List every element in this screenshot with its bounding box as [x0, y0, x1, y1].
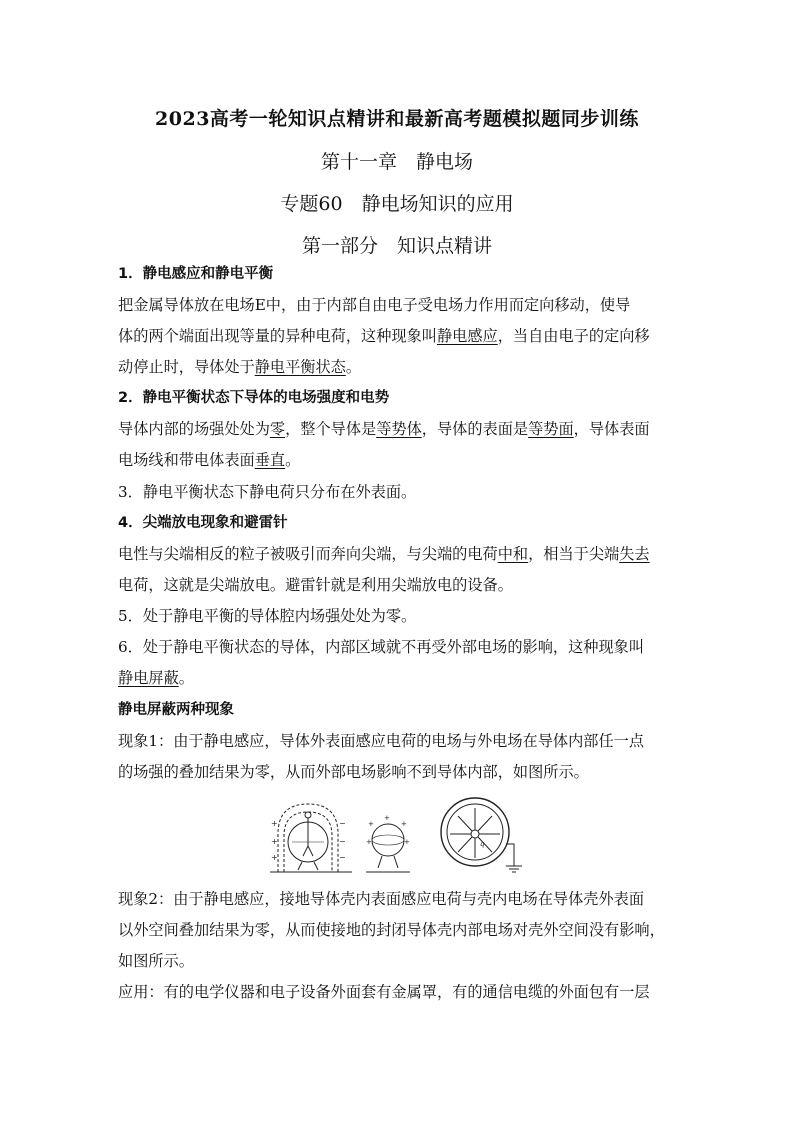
- phenomenon-2-line-2: 以外空间叠加结果为零，从而使接地的封闭导体壳内部电场对壳外空间没有影响，: [118, 921, 665, 939]
- term-electrostatic-induction: 静电感应: [436, 327, 498, 345]
- svg-text:−: −: [339, 819, 346, 828]
- svg-text:−: −: [339, 853, 346, 862]
- section-6-line-1: 6．处于静电平衡状态的导体，内部区域就不再受外部电场的影响，这种现象叫: [118, 638, 645, 656]
- section-4-line-2: 电荷，这就是尖端放电。避雷针就是利用尖端放电的设备。: [118, 576, 513, 594]
- charged-sphere-diagram: [366, 824, 410, 872]
- charge-label: q: [480, 840, 485, 848]
- svg-text:−: −: [339, 837, 346, 846]
- section-6-line-2: [118, 667, 194, 689]
- term-lose: 失去: [619, 545, 650, 563]
- text: 动停止时，导体处于: [118, 358, 255, 376]
- chapter-title: 第十一章 静电场: [320, 151, 473, 173]
- svg-text:+: +: [368, 820, 374, 828]
- application-line: 应用：有的电学仪器和电子设备外面套有金属罩，有的通信电缆的外面包有一层: [118, 983, 650, 1001]
- text: 。: [178, 669, 194, 687]
- term-equipotential-surface: 等势面: [528, 420, 574, 438]
- svg-text:+: +: [404, 838, 410, 846]
- phenomenon-1-line-2: 的场强的叠加结果为零，从而外部电场影响不到导体内部，如图所示。: [118, 763, 589, 781]
- section-2-title: 2．静电平衡状态下导体的电场强度和电势: [118, 390, 390, 406]
- text: 电性与尖端相反的粒子被吸引而奔向尖端，与尖端的电荷: [118, 545, 498, 563]
- section-4-title: 4．尖端放电现象和避雷针: [118, 515, 288, 531]
- section-1-line-2: [118, 325, 650, 347]
- text: 。: [345, 358, 361, 376]
- shielding-title: 静电屏蔽两种现象: [118, 702, 234, 718]
- svg-text:+: +: [271, 837, 278, 846]
- svg-text:+: +: [384, 814, 390, 822]
- text: 电场线和带电体表面: [118, 451, 255, 469]
- text: ，当自由电子的定向移: [497, 327, 650, 345]
- section-5-line: 5．处于静电平衡的导体腔内场强处处为零。: [118, 607, 417, 625]
- text: ，导体表面: [573, 420, 650, 438]
- term-electrostatic-equilibrium: 静电平衡状态: [254, 358, 346, 376]
- shielding-figure: [270, 796, 530, 874]
- section-2-line-1: [118, 418, 650, 440]
- text: ，相当于尖端: [528, 545, 620, 563]
- text: 体的两个端面出现等量的异种电荷，这种现象叫: [118, 327, 437, 345]
- grounded-shell-diagram: [441, 798, 522, 872]
- section-1-title: 1．静电感应和静电平衡: [118, 266, 274, 282]
- term-equipotential-body: 等势体: [376, 420, 422, 438]
- section-1-line-1: 把金属导体放在电场E中，由于内部自由电子受电场力作用而定向移动，使导: [118, 296, 631, 314]
- topic-title: 专题60 静电场知识的应用: [280, 193, 514, 215]
- section-3-line: 3．静电平衡状态下静电荷只分布在外表面。: [118, 483, 417, 501]
- term-neutralize: 中和: [497, 545, 529, 563]
- phenomenon-1-line-1: 现象1：由于静电感应，导体外表面感应电荷的电场与外电场在导体内部任一点: [118, 732, 645, 750]
- svg-text:+: +: [366, 838, 372, 846]
- text: ，整个导体是: [285, 420, 377, 438]
- text: 。: [285, 451, 301, 469]
- section-4-line-1: [118, 543, 650, 565]
- svg-text:+: +: [401, 820, 407, 828]
- term-electrostatic-shielding: 静电屏蔽: [118, 669, 179, 687]
- section-2-line-2: [118, 449, 300, 471]
- text: 导体内部的场强处处为: [118, 420, 270, 438]
- part-title: 第一部分 知识点精讲: [301, 235, 492, 257]
- text: ，导体的表面是: [421, 420, 529, 438]
- term-zero: 零: [269, 420, 286, 438]
- section-1-line-3: [118, 356, 361, 378]
- main-title: 2023高考一轮知识点精讲和最新高考题模拟题同步训练: [155, 108, 639, 130]
- svg-text:+: +: [271, 853, 278, 862]
- term-perpendicular: 垂直: [254, 451, 286, 469]
- phenomenon-2-line-3: 如图所示。: [118, 952, 194, 970]
- phenomenon-2-line-1: 现象2：由于静电感应，接地导体壳内表面感应电荷与壳内电场在导体壳外表面: [118, 890, 645, 908]
- svg-text:+: +: [271, 819, 278, 828]
